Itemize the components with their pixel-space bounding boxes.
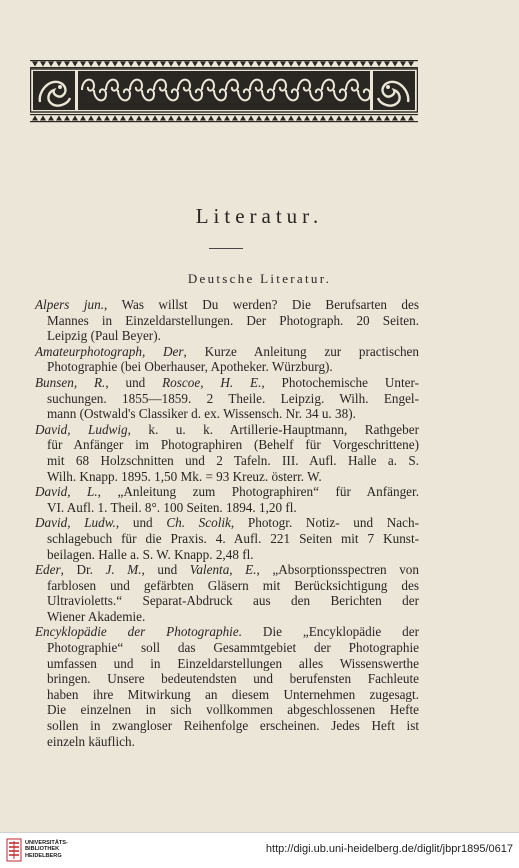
entry-coauthor: J. M. xyxy=(105,562,142,578)
entry-text: Die „Encyklopädie der xyxy=(242,624,419,640)
entry-text: bringen. Unsere bedeutendsten und berufensten Fachleute xyxy=(47,671,419,687)
ornament-triangle xyxy=(360,62,366,67)
ornament-triangle xyxy=(392,62,398,67)
ornament-triangle xyxy=(96,62,102,67)
ornament-triangle xyxy=(256,116,262,121)
entry-line xyxy=(35,547,419,563)
entry-text: Photographie“ soll das Gesammtgebiet der Photographie xyxy=(47,640,419,656)
ornament-triangle xyxy=(304,62,310,67)
logo-line-1: UNIVERSITÄTS- xyxy=(25,840,68,846)
ornament-triangle xyxy=(136,62,142,67)
entry-text: umfassen und in Einzeldarstellungen alles Wissenswerthe xyxy=(47,655,419,671)
ornament-triangle xyxy=(128,116,134,121)
entry-text: suchungen. 1855—1859. 2 Theile. Leipzig. Wilh. Engel- xyxy=(47,390,419,406)
ornament-triangle xyxy=(128,62,134,67)
ornament-triangle xyxy=(224,116,230,121)
ornament-triangle xyxy=(80,116,86,121)
entry-text: , Was willst Du werden? Die Berufsarten des xyxy=(104,297,419,312)
entry-text: farblosen und gefärbten Gläsern mit Berücksichtigung des xyxy=(47,577,419,593)
entry-author: David, Ludwig xyxy=(35,421,128,437)
entry-author: David, Ludw. xyxy=(35,515,116,531)
ornament-triangle xyxy=(216,62,222,67)
ornament-triangle xyxy=(200,116,206,121)
ornament-triangle xyxy=(248,116,254,121)
ornament-triangle xyxy=(408,116,414,121)
ornament-triangle xyxy=(48,116,54,121)
ornament-triangle xyxy=(312,116,318,121)
entry-line xyxy=(35,656,419,672)
entry-line xyxy=(35,313,419,329)
ornament-triangle xyxy=(112,62,118,67)
ornament-triangle xyxy=(376,62,382,67)
ornament-triangle xyxy=(240,62,246,67)
ornament-triangle xyxy=(192,62,198,67)
ornament-triangle xyxy=(408,62,414,67)
entry-line xyxy=(35,391,419,407)
permalink-url[interactable]: http://digi.ub.uni-heidelberg.de/diglit/jbpr1895/0617 xyxy=(265,843,513,855)
entry-text: , und xyxy=(105,374,163,390)
ornament-triangle xyxy=(336,62,342,67)
ornament-triangle xyxy=(368,116,374,121)
entry-text: , Photochemische Unter- xyxy=(261,374,419,390)
section-subtitle: Deutsche Literatur. xyxy=(187,271,332,286)
ornament-triangle xyxy=(32,62,38,67)
entry-line xyxy=(35,297,419,313)
entry-text: , k. u. k. Artillerie-Hauptmann, Rathgeber xyxy=(127,421,419,437)
ornament-triangle xyxy=(272,62,278,67)
logo-line-3: HEIDELBERG xyxy=(25,852,62,859)
entry-line xyxy=(35,593,419,609)
ornament-triangle xyxy=(264,62,270,67)
entry-text: , „Anleitung zum Photographiren“ für Anfänger. xyxy=(97,484,419,500)
ornament-triangle xyxy=(64,62,70,67)
entry-author: Alpers jun. xyxy=(35,297,105,312)
entry-text: VI. Aufl. 1. Theil. 8°. 100 Seiten. 1894. 1,20 fl. xyxy=(47,499,297,515)
bibliography-entry xyxy=(35,297,419,344)
entry-text: Die einzelnen in sich vollkommen abgeschlossenen Hefte xyxy=(47,702,419,718)
bibliography-entry xyxy=(35,624,419,749)
entry-line xyxy=(35,687,419,703)
entry-line xyxy=(35,515,419,531)
ornament-triangle xyxy=(184,116,190,121)
entry-line xyxy=(35,328,419,344)
ornament-triangle xyxy=(320,116,326,121)
bibliography-list xyxy=(35,297,419,749)
ornament-triangle xyxy=(136,116,142,121)
entry-line xyxy=(35,344,419,360)
ornament-triangle xyxy=(176,116,182,121)
entry-text: mit 68 Holzschnitten und 2 Tafeln. III. Aufl. Halle a. S. xyxy=(47,452,419,468)
ornament-triangle xyxy=(256,62,262,67)
ornament-triangle xyxy=(176,62,182,67)
bibliography-entry xyxy=(35,515,419,562)
entry-coauthor: Valenta, E. xyxy=(189,562,257,578)
entry-text: , Kurze Anleitung zur practischen xyxy=(183,343,419,359)
ornament-triangle xyxy=(208,116,214,121)
ornament-triangle xyxy=(352,116,358,121)
ornament-triangle xyxy=(312,62,318,67)
ornament-triangle xyxy=(232,116,238,121)
ornament-triangle xyxy=(160,62,166,67)
ornament-triangle xyxy=(280,62,286,67)
ornament-triangle xyxy=(360,116,366,121)
ornament-triangle xyxy=(272,116,278,121)
entry-text: Mannes in Einzeldarstellungen. Der Photograph. 20 Seiten. xyxy=(47,312,419,328)
entry-line xyxy=(35,500,419,516)
ornament-triangle xyxy=(200,62,206,67)
ornament-triangle xyxy=(72,116,78,121)
ornament-triangle xyxy=(216,116,222,121)
ornament-triangle xyxy=(368,62,374,67)
ornament-triangle xyxy=(104,116,110,121)
ornament-triangle xyxy=(144,116,150,121)
ornament-triangle xyxy=(104,62,110,67)
entry-author: David, L. xyxy=(35,484,98,500)
entry-line xyxy=(35,469,419,485)
entry-line xyxy=(35,624,419,640)
entry-line xyxy=(35,718,419,734)
ornament-triangle xyxy=(224,62,230,67)
ornament-triangle xyxy=(400,62,406,67)
ornament-triangle xyxy=(344,116,350,121)
ornament-triangle xyxy=(328,62,334,67)
entry-line xyxy=(35,578,419,594)
ornament-triangle xyxy=(296,62,302,67)
ornament-triangle xyxy=(168,62,174,67)
entry-line xyxy=(35,702,419,718)
university-library-logo[interactable] xyxy=(6,838,66,864)
ornament-triangle xyxy=(376,116,382,121)
ornament-triangle xyxy=(320,62,326,67)
logo-line-2: BIBLIOTHEK xyxy=(25,846,60,853)
entry-text: für Anfänger im Photographiren (Behelf für Vorgeschrittene) xyxy=(47,437,419,453)
entry-text: Ultravioletts.“ Separat-Abdruck aus den Berichten der xyxy=(47,593,419,609)
ornament-triangle xyxy=(160,116,166,121)
entry-coauthor: Roscoe, H. E. xyxy=(162,374,262,390)
ornament-triangle xyxy=(336,116,342,121)
ornament-triangle xyxy=(120,116,126,121)
page-title: Literatur. xyxy=(195,204,324,228)
entry-author: Eder xyxy=(35,562,61,578)
ornament-triangle xyxy=(208,62,214,67)
ornament-triangle xyxy=(264,116,270,121)
ornament-triangle xyxy=(56,62,62,67)
title-divider xyxy=(209,248,243,249)
ornament-triangle xyxy=(288,62,294,67)
ornament-triangle xyxy=(40,116,46,121)
entry-text: Wiener Akademie. xyxy=(47,608,146,624)
ornament-triangle xyxy=(64,116,70,121)
ornament-triangle xyxy=(296,116,302,121)
entry-text: Photographie (bei Oberhauser, Apotheker. Würzburg). xyxy=(47,359,333,375)
entry-coauthor: Ch. Scolik xyxy=(166,515,231,531)
ornament-triangle xyxy=(80,62,86,67)
footer-bar xyxy=(0,832,519,868)
ornament-triangle xyxy=(96,116,102,121)
entry-author: Encyklopädie der Photographie. xyxy=(35,624,242,640)
entry-line xyxy=(35,359,419,375)
entry-line xyxy=(35,375,419,391)
bibliography-entry xyxy=(35,344,419,375)
entry-text: mann (Ostwald's Classiker d. ex. Wissensch. Nr. 34 u. 38). xyxy=(47,406,356,422)
entry-line xyxy=(35,406,419,422)
ornament-triangle xyxy=(40,62,46,67)
entry-line xyxy=(35,734,419,750)
library-logo-icon xyxy=(6,838,22,862)
ornament-triangle xyxy=(192,116,198,121)
entry-text: , Photogr. Notiz- und Nach- xyxy=(230,515,419,531)
bibliography-entry xyxy=(35,562,419,624)
entry-text: einzeln käuflich. xyxy=(47,733,135,749)
ornament-triangle xyxy=(88,116,94,121)
entry-text: , und xyxy=(141,562,190,578)
bibliography-entry xyxy=(35,484,419,515)
ornament-triangle xyxy=(168,116,174,121)
ornament-triangle xyxy=(248,62,254,67)
ornament-triangle xyxy=(120,62,126,67)
ornament-triangle xyxy=(184,62,190,67)
ornamental-header-band xyxy=(30,58,418,124)
entry-line xyxy=(35,531,419,547)
entry-text: Wilh. Knapp. 1895. 1,50 Mk. = 93 Kreuz. österr. W. xyxy=(47,468,322,484)
ornament-triangle xyxy=(344,62,350,67)
entry-author: Amateurphotograph, Der xyxy=(35,343,184,359)
entry-line xyxy=(35,671,419,687)
entry-line xyxy=(35,640,419,656)
ornament-triangle xyxy=(144,62,150,67)
ornament-triangle xyxy=(72,62,78,67)
entry-line xyxy=(35,453,419,469)
entry-author: Bunsen, R. xyxy=(35,374,106,390)
bibliography-entry xyxy=(35,422,419,484)
ornament-triangle xyxy=(352,62,358,67)
entry-text: beilagen. Halle a. S. W. Knapp. 2,48 fl. xyxy=(47,546,254,562)
ornament-triangle xyxy=(152,116,158,121)
entry-line xyxy=(35,437,419,453)
ornament-triangle xyxy=(304,116,310,121)
entry-text: sollen in zwangloser Reihenfolge erscheinen. Jedes Heft ist xyxy=(47,718,419,734)
bibliography-entry xyxy=(35,375,419,422)
ornament-triangle xyxy=(240,116,246,121)
ornament-triangle xyxy=(112,116,118,121)
entry-text: Leipzig (Paul Beyer). xyxy=(47,328,161,344)
ornament-triangle xyxy=(152,62,158,67)
ornament-triangle xyxy=(232,62,238,67)
entry-text: , „Absorptionsspectren von xyxy=(256,562,419,578)
ornament-triangle xyxy=(384,116,390,121)
logo-wordmark xyxy=(25,840,68,859)
entry-text: , und xyxy=(115,515,167,531)
ornament-triangle xyxy=(48,62,54,67)
ornament-triangle xyxy=(56,116,62,121)
ornament-triangle xyxy=(392,116,398,121)
entry-text: schlagebuch für die Praxis. 4. Aufl. 221 Seiten mit 7 Kunst- xyxy=(47,530,419,546)
ornament-triangle xyxy=(88,62,94,67)
entry-line xyxy=(35,562,419,578)
entry-line xyxy=(35,422,419,438)
entry-line xyxy=(35,484,419,500)
ornament-triangle xyxy=(32,116,38,121)
ornament-triangle xyxy=(280,116,286,121)
ornament-triangle xyxy=(288,116,294,121)
entry-text: , Dr. xyxy=(60,562,106,578)
entry-line xyxy=(35,609,419,625)
entry-text: haben ihre Mitwirkung an diesem Unternehmen zugesagt. xyxy=(47,686,419,702)
ornament-triangle xyxy=(328,116,334,121)
ornament-triangle xyxy=(400,116,406,121)
ornament-triangle xyxy=(384,62,390,67)
